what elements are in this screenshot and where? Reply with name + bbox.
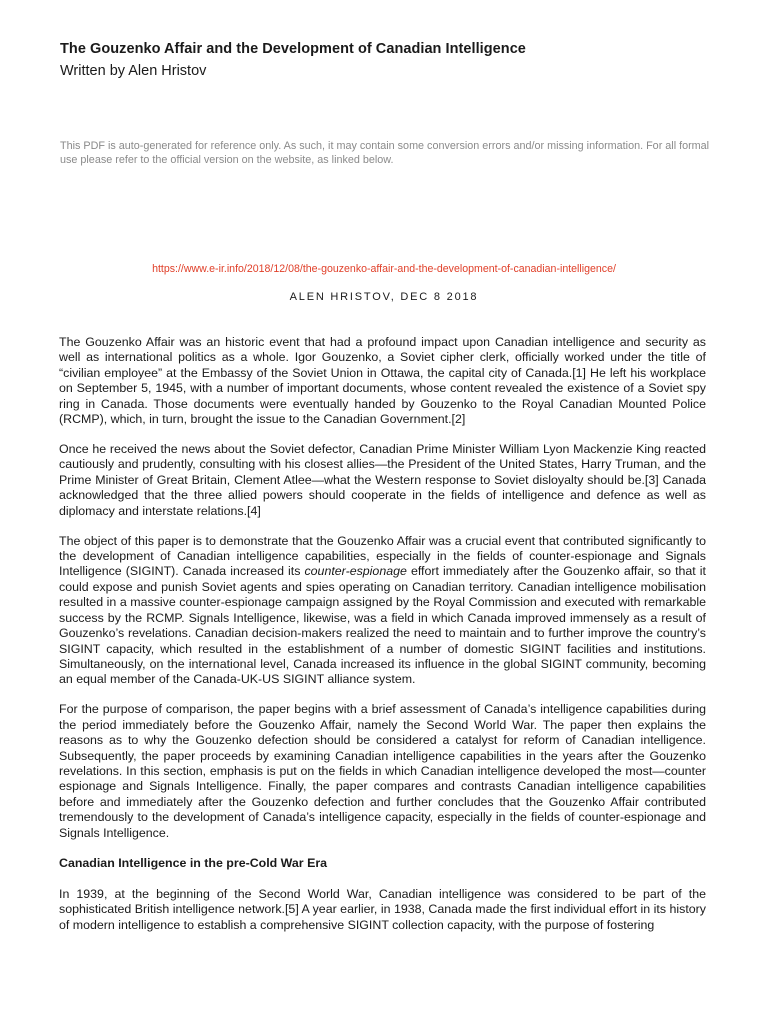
author-byline: Written by Alen Hristov [60, 63, 207, 79]
paragraph-3-emphasis: counter-espionage [304, 564, 407, 579]
paragraph-2: Once he received the news about the Soviet defector, Canadian Prime Minister William Lyon Mackenzie King reacted cautiously and prudently, consulting with his closest allies—the President of the United States, Harry Truman, and the Prime Minister of Great Britain, Clement Atlee—what the Western response to Soviet disloyalty should be.[3] Canada acknowledged that the three allied powers should cooperate in the fields of intelligence and defence as well as diplomacy and interstate relations.[4] [59, 442, 706, 518]
paragraph-3-part-1: The object of this paper is to demonstrate that the Gouzenko Affair was a crucial event that contributed significantly to the development of Canadian intelligence capabilities, especially in the fields of counter-espionage and Signals Intelligence (SIGINT). Canada increased its [59, 533, 706, 579]
document-title: The Gouzenko Affair and the Development of Canadian Intelligence [60, 41, 526, 57]
paragraph-4: For the purpose of comparison, the paper begins with a brief assessment of Canada’s intelligence capabilities during the period immediately before the Gouzenko Affair, namely the Second World War. The paper then explains the reasons as to why the Gouzenko defection should be considered a catalyst for reform of Canadian intelligence. Subsequently, the paper proceeds by examining Canadian intelligence capabilities in the years after the Gouzenko revelations. In this section, emphasis is put on the fields in which Canadian intelligence developed the most—counter espionage and Signals Intelligence. Finally, the paper compares and contrasts Canadian intelligence capabilities before and immediately after the Gouzenko defection and further concludes that the Gouzenko Affair contributed tremendously to the development of Canada’s intelligence capacity, especially in the fields of counter-espionage and Signals Intelligence. [59, 702, 706, 840]
paragraph-5: In 1939, at the beginning of the Second World War, Canadian intelligence was considered to be part of the sophisticated British intelligence network.[5] A year earlier, in 1938, Canada made the first individual effort in its history of modern intelligence to establish a comprehensive SIGINT collection capacity, with the purpose of fostering [59, 886, 706, 932]
source-link[interactable]: https://www.e-ir.info/2018/12/08/the-gouzenko-affair-and-the-development-of-canadian-intelligence/ [152, 263, 616, 275]
author-date-line: ALEN HRISTOV, DEC 8 2018 [289, 291, 479, 303]
pdf-disclaimer: This PDF is auto-generated for reference only. As such, it may contain some conversion errors and/or missing information. For all formal use please refer to the official version on the website, as linked below. [60, 140, 710, 166]
article-body [59, 335, 706, 948]
paragraph-3 [59, 534, 706, 688]
paragraph-3-part-2: effort immediately after the Gouzenko affair, so that it could expose and punish Soviet agents and spies operating on Canadian territory. Canadian intelligence mobilisation resulted in a massive counter-espionage campaign assigned by the Royal Commission and executed with remarkable success by the RCMP. Signals Intelligence, likewise, was a field in which Canada improved immensely as a result of Gouzenko’s revelations. Canadian decision-makers realized the need to maintain and to further improve the country’s SIGINT capacity, which resulted in the establishment of a number of domestic SIGINT facilities and institutions. Simultaneously, on the international level, Canada increased its influence in the global SIGINT community, becoming an equal member of the Canada-UK-US SIGINT alliance system. [59, 564, 706, 687]
section-heading: Canadian Intelligence in the pre-Cold War Era [59, 855, 328, 870]
paragraph-1: The Gouzenko Affair was an historic event that had a profound impact upon Canadian intelligence and security as well as international politics as a whole. Igor Gouzenko, a Soviet cipher clerk, officially worked under the title of “civilian employee” at the Embassy of the Soviet Union in Ottawa, the capital city of Canada.[1] He left his workplace on September 5, 1945, with a number of important documents, whose content revealed the existence of a Soviet spy ring in Canada. Those documents were eventually handed by Gouzenko to the Royal Canadian Mounted Police (RCMP), which, in turn, brought the issue to the Canadian Government.[2] [59, 335, 706, 427]
